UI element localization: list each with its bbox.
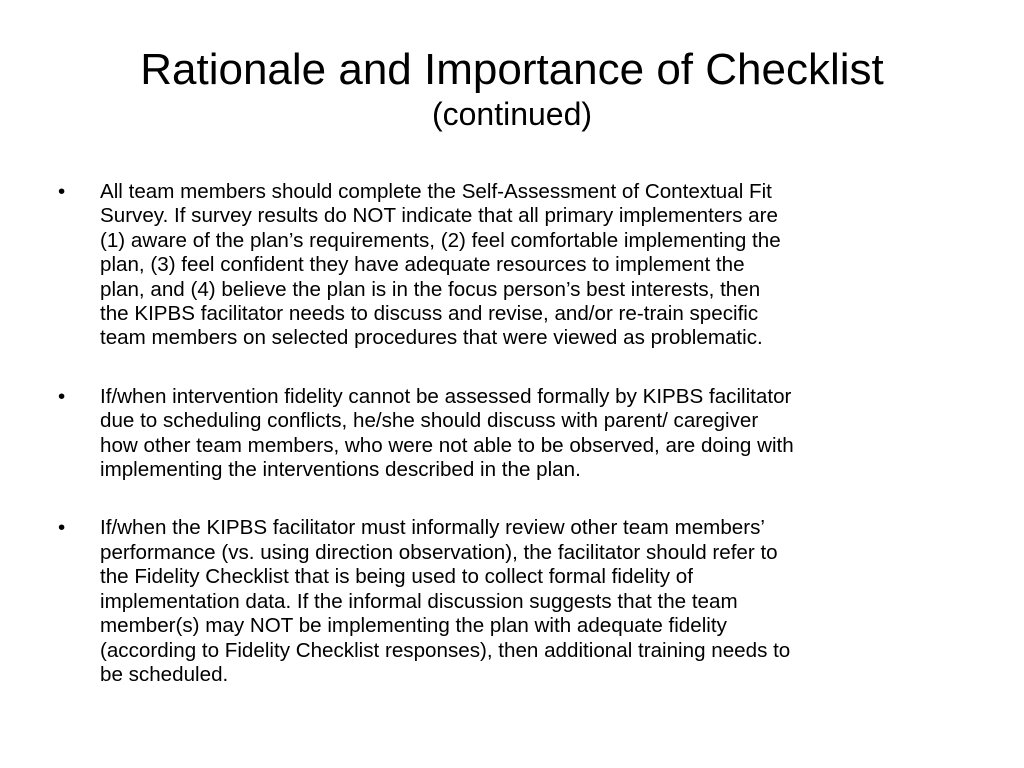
bullet-1-line-6: the KIPBS facilitator needs to discuss and revise, and/or re-train specific xyxy=(100,302,759,326)
bullet-item-3 xyxy=(56,516,976,687)
title-block xyxy=(40,44,984,132)
bullet-item-2 xyxy=(56,385,976,483)
bullet-3-line-2: performance (vs. using direction observation), the facilitator should refer to xyxy=(100,540,778,564)
bullet-2-line-2: due to scheduling conflicts, he/she should discuss with parent/ caregiver xyxy=(100,409,759,433)
bullet-1-line-5: plan, and (4) believe the plan is in the focus person’s best interests, then xyxy=(100,277,761,301)
bullet-3-line-4: implementation data. If the informal discussion suggests that the team xyxy=(100,589,738,613)
bullet-list xyxy=(56,180,976,721)
bullet-icon: • xyxy=(58,180,66,203)
bullet-item-1 xyxy=(56,180,976,351)
bullet-icon: • xyxy=(58,516,66,540)
bullet-1-line-7: team members on selected procedures that were viewed as problematic. xyxy=(100,326,763,350)
bullet-3-line-1: If/when the KIPBS facilitator must informally review other team members’ xyxy=(100,516,765,540)
bullet-1-line-3: (1) aware of the plan’s requirements, (2) feel comfortable implementing the xyxy=(100,228,781,252)
bullet-3-line-6: (according to Fidelity Checklist responses), then additional training needs to xyxy=(100,638,791,662)
bullet-3-line-7: be scheduled. xyxy=(100,662,229,686)
bullet-1-line-4: plan, (3) feel confident they have adequate resources to implement the xyxy=(100,253,745,277)
bullet-2-line-1: If/when intervention fidelity cannot be assessed formally by KIPBS facilitator xyxy=(100,384,792,408)
bullet-2-line-4: implementing the interventions described in the plan. xyxy=(100,458,581,482)
bullet-1-line-2: Survey. If survey results do NOT indicate that all primary implementers are xyxy=(100,204,778,228)
bullet-3-line-3: the Fidelity Checklist that is being used to collect formal fidelity of xyxy=(100,565,693,589)
bullet-1-line-1: All team members should complete the Self-Assessment of Contextual Fit xyxy=(100,180,772,203)
bullet-2-line-3: how other team members, who were not able to be observed, are doing with xyxy=(100,433,794,457)
bullet-icon: • xyxy=(58,384,66,408)
bullet-3-line-5: member(s) may NOT be implementing the plan with adequate fidelity xyxy=(100,614,727,638)
slide-title: Rationale and Importance of Checklist xyxy=(140,45,884,94)
slide-subtitle: (continued) xyxy=(431,96,593,132)
